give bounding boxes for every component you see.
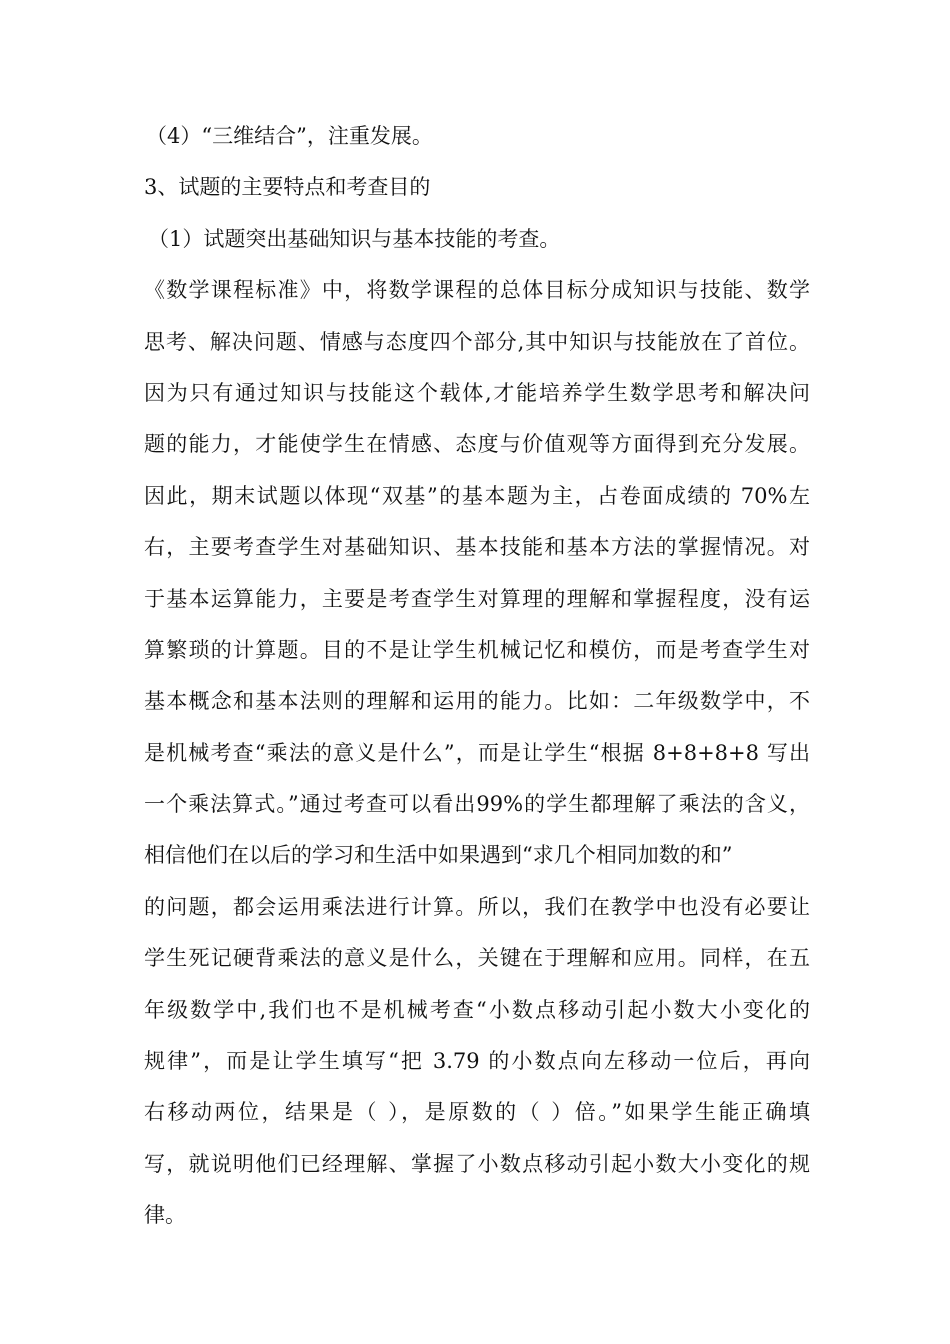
section-heading-3: 3、试题的主要特点和考查目的 (144, 175, 431, 200)
paragraph-line: 写，就说明他们已经理解、掌握了小数点移动引起小数大小变化的规 (144, 1151, 810, 1176)
list-heading-4: （4）“三维结合”，注重发展。 (146, 124, 433, 148)
paragraph-line: 思考、解决问题、情感与态度四个部分,其中知识与技能放在了首位。 (144, 329, 810, 354)
paragraph-last-line: 律。 (144, 1203, 186, 1228)
paragraph-line: 规律”，而是让学生填写“把 3.79 的小数点向左移动一位后，再向 (144, 1049, 810, 1074)
paragraph-line: 的问题，都会运用乘法进行计算。所以，我们在教学中也没有必要让 (144, 894, 810, 919)
paragraph-line: 题的能力，才能使学生在情感、态度与价值观等方面得到充分发展。 (144, 432, 810, 457)
paragraph-line: 因此，期末试题以体现“双基”的基本题为主，占卷面成绩的 70%左 (144, 483, 810, 508)
document-body (144, 111, 810, 1242)
paragraph-line: 于基本运算能力，主要是考查学生对算理的理解和掌握程度，没有运 (144, 586, 810, 611)
paragraph-line: 右移动两位，结果是（ ），是原数的（ ）倍。”如果学生能正确填 (144, 1100, 810, 1125)
paragraph-line: 一个乘法算式。”通过考查可以看出99%的学生都理解了乘法的含义， (144, 792, 810, 817)
paragraph-line: 右，主要考查学生对基础知识、基本技能和基本方法的掌握情况。对 (144, 535, 810, 560)
paragraph-line: 是机械考查“乘法的意义是什么”，而是让学生“根据 8+8+8+8 写出 (144, 740, 810, 765)
paragraph-line: 年级数学中,我们也不是机械考查“小数点移动引起小数大小变化的 (144, 997, 810, 1022)
paragraph-line: 基本概念和基本法则的理解和运用的能力。比如：二年级数学中，不 (144, 689, 810, 714)
paragraph-line: 《数学课程标准》中，将数学课程的总体目标分成知识与技能、数学 (144, 278, 810, 303)
subsection-heading-1: （1）试题突出基础知识与基本技能的考查。 (148, 226, 561, 251)
paragraph-line: 学生死记硬背乘法的意义是什么，关键在于理解和应用。同样，在五 (144, 946, 810, 971)
paragraph-line: 相信他们在以后的学习和生活中如果遇到“求几个相同加数的和” (144, 843, 733, 868)
paragraph-line: 算繁琐的计算题。目的不是让学生机械记忆和模仿，而是考查学生对 (144, 637, 810, 662)
paragraph-line: 因为只有通过知识与技能这个载体,才能培养学生数学思考和解决问 (144, 380, 810, 405)
